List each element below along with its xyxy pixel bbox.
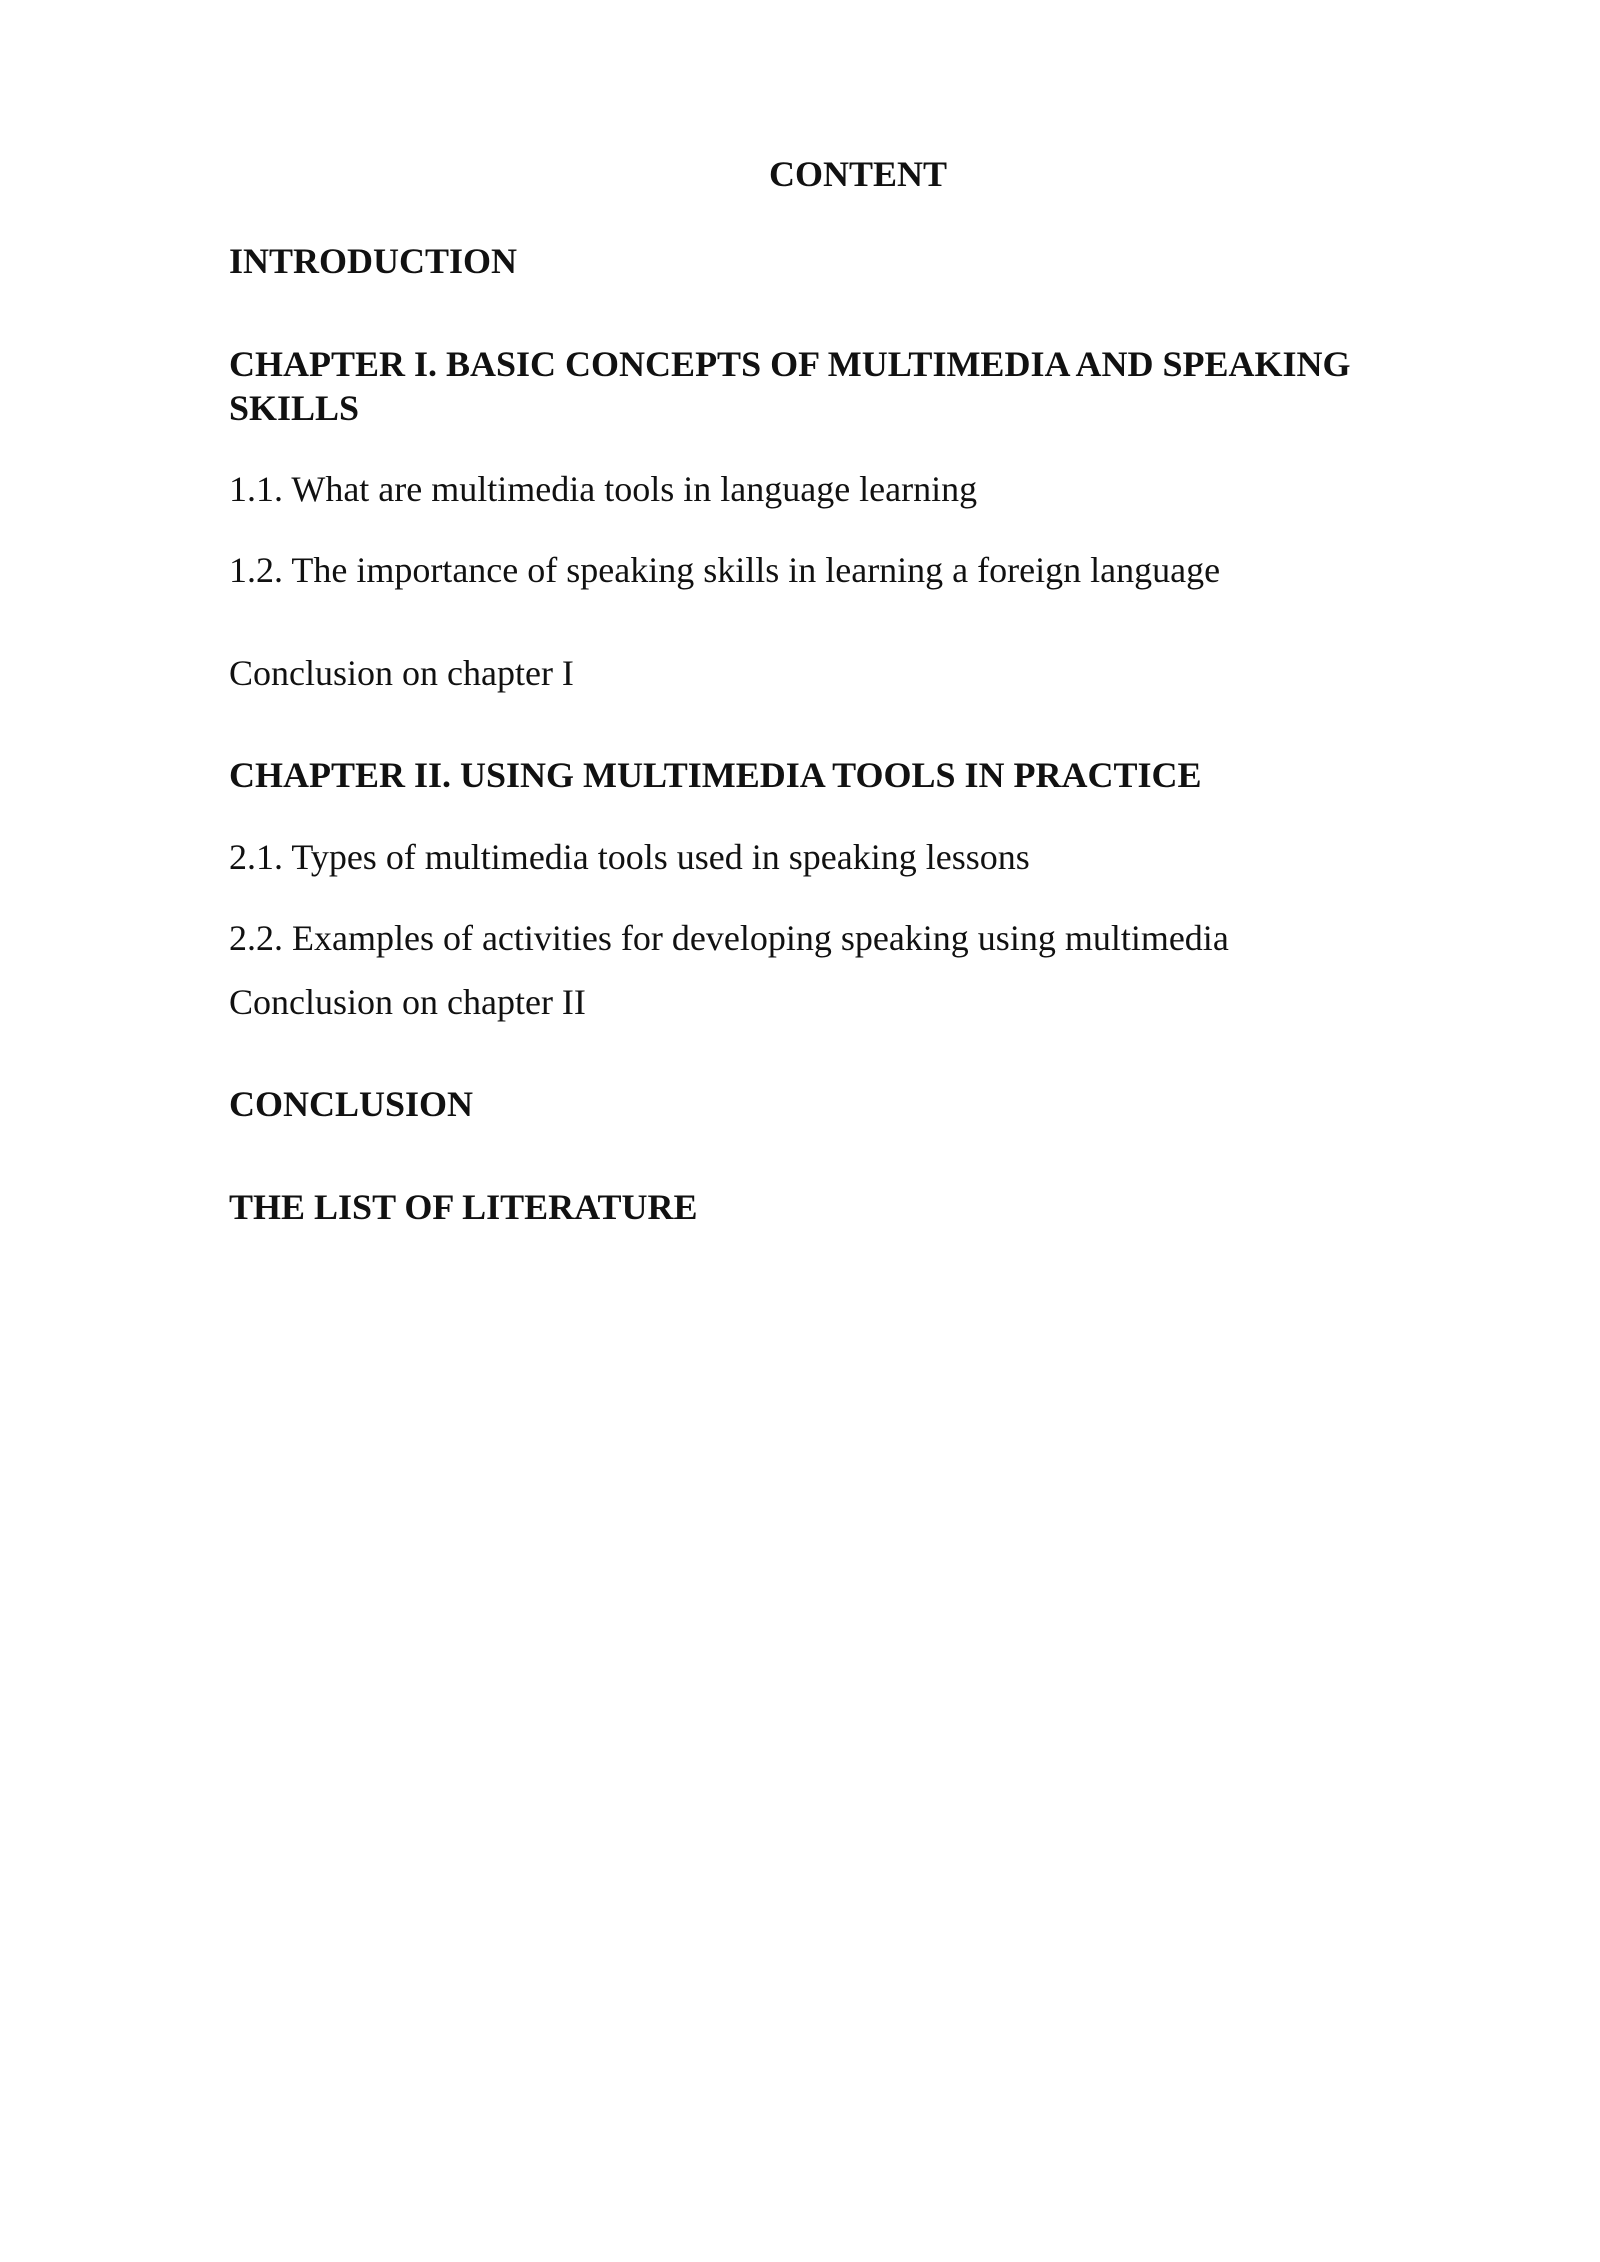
- toc-chapter-2-heading: CHAPTER II. USING MULTIMEDIA TOOLS IN PRACTICE: [229, 755, 1202, 795]
- page-title: CONTENT: [768, 154, 948, 194]
- toc-introduction: INTRODUCTION: [229, 241, 518, 281]
- toc-section-1-2: 1.2. The importance of speaking skills in learning a foreign language: [229, 550, 1221, 590]
- toc-chapter-1-conclusion: Conclusion on chapter I: [229, 653, 574, 693]
- toc-chapter-2-conclusion: Conclusion on chapter II: [229, 982, 586, 1022]
- toc-conclusion: CONCLUSION: [229, 1084, 474, 1124]
- toc-section-1-1: 1.1. What are multimedia tools in language learning: [229, 469, 978, 509]
- toc-section-2-2: 2.2. Examples of activities for developing speaking using multimedia: [229, 918, 1229, 958]
- toc-chapter-1-heading: CHAPTER I. BASIC CONCEPTS OF MULTIMEDIA AND SPEAKING SKILLS: [229, 344, 1351, 428]
- toc-literature: THE LIST OF LITERATURE: [229, 1187, 698, 1227]
- toc-section-2-1: 2.1. Types of multimedia tools used in speaking lessons: [229, 837, 1030, 877]
